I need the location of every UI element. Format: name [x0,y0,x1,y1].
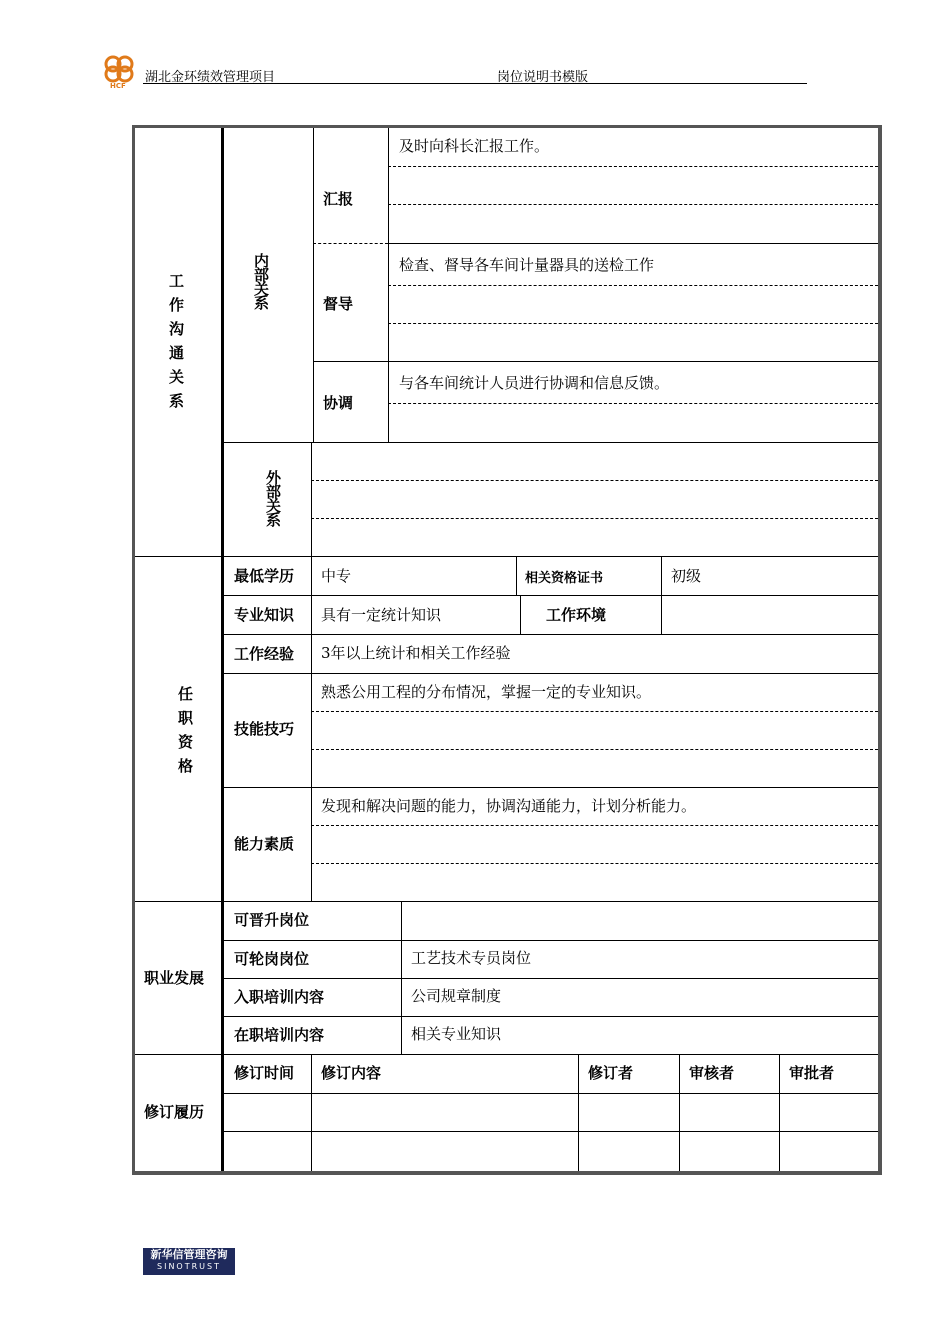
rule [388,166,878,167]
section-career-label: 职业发展 [144,969,205,987]
revision-col-time: 修订时间 [234,1064,295,1082]
divider [520,595,521,634]
rule [388,403,878,404]
ability-label: 能力素质 [234,835,295,853]
divider [578,1054,579,1171]
divider [313,243,388,244]
rule [388,323,878,324]
coordinate-text: 与各车间统计人员进行协调和信息反馈。 [399,374,670,392]
footer-logo [143,1248,235,1275]
certificate-value: 初级 [671,567,702,585]
coordinate-label: 协调 [323,394,354,412]
section-communication-label: 工作沟通关系 [167,273,185,417]
rotation-label: 可轮岗岗位 [234,950,310,968]
divider [135,556,878,557]
supervise-text: 检查、督导各车间计量器具的送检工作 [399,256,655,274]
rule [311,711,878,712]
onboarding-label: 入职培训内容 [234,988,325,1006]
rule [311,863,878,864]
divider [516,556,517,595]
footer-logo-cn: 新华信管理咨询 [150,1248,228,1261]
promotion-label: 可晋升岗位 [234,911,310,929]
divider [224,634,878,635]
divider [779,1054,780,1171]
divider [221,128,224,1171]
rule [311,518,878,519]
footer-logo-en: SINOTRUST [157,1262,221,1271]
rule [311,480,878,481]
divider [224,442,878,443]
revision-col-content: 修订内容 [321,1064,382,1082]
divider [311,1054,312,1171]
divider [135,901,878,902]
divider [224,787,878,788]
revision-col-reviewer: 审核者 [689,1064,735,1082]
divider [313,128,314,442]
education-label: 最低学历 [234,567,295,585]
section-qualifications-label: 任职资格 [176,686,194,782]
rule [388,285,878,286]
supervise-label: 督导 [323,295,354,313]
knowledge-label: 专业知识 [234,606,295,624]
environment-label: 工作环境 [546,606,607,624]
rule [311,749,878,750]
internal-relations-label: 内部关系 [252,253,270,309]
certificate-label: 相关资格证书 [525,571,604,586]
header-project: 湖北金环绩效管理项目 [145,70,276,85]
report-label: 汇报 [323,190,354,208]
report-text: 及时向科长汇报工作。 [399,137,550,155]
company-logo [100,54,138,90]
divider [224,673,878,674]
divider [661,556,662,634]
knowledge-value: 具有一定统计知识 [321,606,442,624]
ability-value: 发现和解决问题的能力，协调沟通能力，计划分析能力。 [321,797,697,815]
skills-value: 熟悉公用工程的分布情况，掌握一定的专业知识。 [321,683,652,701]
rotation-value: 工艺技术专员岗位 [411,949,532,967]
divider [224,595,878,596]
divider [311,442,312,556]
education-value: 中专 [321,567,352,585]
divider [135,1054,878,1055]
section-revision-label: 修订履历 [144,1103,205,1121]
divider [313,361,878,362]
job-description-form [132,125,882,1175]
divider [224,978,878,979]
rule [311,825,878,826]
company-logo-text: HCF [110,82,126,90]
inservice-value: 相关专业知识 [411,1025,502,1043]
external-relations-label: 外部关系 [264,470,282,526]
experience-label: 工作经验 [234,645,295,663]
divider [679,1054,680,1171]
header-rule [143,83,807,84]
rule [388,204,878,205]
divider [311,556,312,901]
divider [224,940,878,941]
skills-label: 技能技巧 [234,720,295,738]
onboarding-value: 公司规章制度 [411,987,502,1005]
header-doc-title: 岗位说明书模版 [497,70,589,85]
revision-col-reviser: 修订者 [588,1064,634,1082]
inservice-label: 在职培训内容 [234,1026,325,1044]
divider [224,1016,878,1017]
revision-col-approver: 审批者 [789,1064,835,1082]
experience-value: 3年以上统计和相关工作经验 [321,644,511,662]
divider [388,243,878,244]
